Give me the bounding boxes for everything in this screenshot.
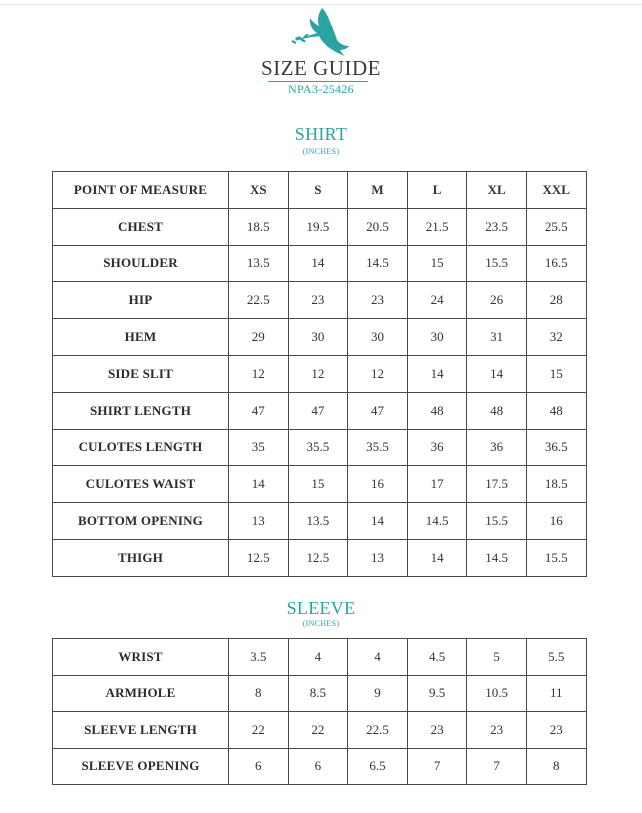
measure-value: 22.5 (229, 282, 289, 319)
measure-value: 9 (348, 675, 408, 712)
measure-value: 11 (526, 675, 586, 712)
measure-value: 4 (348, 639, 408, 676)
measure-value: 12.5 (288, 539, 348, 576)
measure-value: 5.5 (526, 639, 586, 676)
sleeve-size-table (52, 638, 587, 785)
measure-value: 48 (407, 392, 467, 429)
measure-value: 17 (407, 466, 467, 503)
table-row (53, 675, 587, 712)
measure-value: 15.5 (526, 539, 586, 576)
measure-label: HIP (53, 282, 229, 319)
table-row (53, 466, 587, 503)
measure-label: WRIST (53, 639, 229, 676)
measure-value: 6 (229, 748, 289, 785)
measure-value: 8 (229, 675, 289, 712)
product-code: NPA3-25426 (288, 82, 354, 96)
measure-value: 30 (348, 319, 408, 356)
measure-value: 16 (348, 466, 408, 503)
measure-value: 18.5 (229, 208, 289, 245)
sleeve-unit-label: (INCHES) (302, 619, 340, 628)
measure-value: 21.5 (407, 208, 467, 245)
measure-value: 13.5 (229, 245, 289, 282)
measure-value: 7 (407, 748, 467, 785)
measure-value: 47 (348, 392, 408, 429)
measure-value: 14 (229, 466, 289, 503)
measure-label: SLEEVE OPENING (53, 748, 229, 785)
table-row (53, 503, 587, 540)
measure-value: 48 (467, 392, 527, 429)
measure-value: 14 (407, 355, 467, 392)
measure-value: 5 (467, 639, 527, 676)
size-guide-title: SIZE GUIDE (261, 56, 381, 80)
measure-label: SIDE SLIT (53, 355, 229, 392)
measure-value: 19.5 (288, 208, 348, 245)
table-row (53, 539, 587, 576)
measure-value: 12.5 (229, 539, 289, 576)
measure-value: 13 (348, 539, 408, 576)
dove-logo-icon (288, 6, 350, 58)
measure-value: 14 (407, 539, 467, 576)
measure-value: 47 (229, 392, 289, 429)
shirt-size-table (52, 171, 587, 577)
measure-value: 15 (526, 355, 586, 392)
table-row (53, 429, 587, 466)
measure-value: 15.5 (467, 245, 527, 282)
measure-value: 47 (288, 392, 348, 429)
table-row (53, 319, 587, 356)
measure-value: 14.5 (467, 539, 527, 576)
measure-value: 22 (288, 712, 348, 749)
header-cell: POINT OF MEASURE (53, 172, 229, 209)
header-cell: XXL (526, 172, 586, 209)
measure-value: 4.5 (407, 639, 467, 676)
measure-value: 6 (288, 748, 348, 785)
table-row (53, 355, 587, 392)
measure-value: 35 (229, 429, 289, 466)
measure-value: 36 (467, 429, 527, 466)
measure-label: HEM (53, 319, 229, 356)
measure-value: 32 (526, 319, 586, 356)
measure-value: 14 (467, 355, 527, 392)
measure-value: 14.5 (348, 245, 408, 282)
measure-value: 12 (288, 355, 348, 392)
measure-value: 17.5 (467, 466, 527, 503)
measure-value: 8.5 (288, 675, 348, 712)
measure-value: 15 (407, 245, 467, 282)
measure-value: 26 (467, 282, 527, 319)
header-cell: M (348, 172, 408, 209)
measure-label: BOTTOM OPENING (53, 503, 229, 540)
measure-value: 13 (229, 503, 289, 540)
measure-value: 48 (526, 392, 586, 429)
measure-label: SLEEVE LENGTH (53, 712, 229, 749)
table-row (53, 748, 587, 785)
measure-value: 14 (348, 503, 408, 540)
measure-value: 10.5 (467, 675, 527, 712)
measure-value: 15.5 (467, 503, 527, 540)
header-cell: S (288, 172, 348, 209)
table-row (53, 712, 587, 749)
measure-value: 12 (348, 355, 408, 392)
measure-value: 23 (526, 712, 586, 749)
measure-value: 16 (526, 503, 586, 540)
measure-value: 36.5 (526, 429, 586, 466)
measure-label: THIGH (53, 539, 229, 576)
measure-value: 23 (467, 712, 527, 749)
measure-value: 30 (288, 319, 348, 356)
header-cell: XS (229, 172, 289, 209)
measure-value: 23 (407, 712, 467, 749)
measure-value: 16.5 (526, 245, 586, 282)
measure-value: 24 (407, 282, 467, 319)
measure-value: 35.5 (348, 429, 408, 466)
measure-value: 15 (288, 466, 348, 503)
measure-label: ARMHOLE (53, 675, 229, 712)
measure-label: SHIRT LENGTH (53, 392, 229, 429)
sleeve-section-title: SLEEVE (286, 598, 356, 618)
measure-value: 29 (229, 319, 289, 356)
top-divider (0, 4, 642, 5)
measure-value: 35.5 (288, 429, 348, 466)
measure-value: 25.5 (526, 208, 586, 245)
measure-value: 13.5 (288, 503, 348, 540)
measure-value: 30 (407, 319, 467, 356)
measure-value: 23 (348, 282, 408, 319)
measure-value: 3.5 (229, 639, 289, 676)
measure-value: 7 (467, 748, 527, 785)
measure-value: 36 (407, 429, 467, 466)
table-row (53, 639, 587, 676)
measure-value: 31 (467, 319, 527, 356)
table-row (53, 392, 587, 429)
shirt-unit-label: (INCHES) (302, 147, 340, 156)
measure-value: 23 (288, 282, 348, 319)
measure-value: 8 (526, 748, 586, 785)
measure-value: 22 (229, 712, 289, 749)
shirt-section-title: SHIRT (294, 124, 348, 144)
header-cell: L (407, 172, 467, 209)
measure-value: 14 (288, 245, 348, 282)
measure-value: 4 (288, 639, 348, 676)
measure-label: SHOULDER (53, 245, 229, 282)
measure-value: 14.5 (407, 503, 467, 540)
measure-label: CULOTES WAIST (53, 466, 229, 503)
measure-value: 12 (229, 355, 289, 392)
measure-value: 28 (526, 282, 586, 319)
measure-value: 23.5 (467, 208, 527, 245)
table-header-row (53, 172, 587, 209)
measure-value: 18.5 (526, 466, 586, 503)
header-cell: XL (467, 172, 527, 209)
measure-label: CHEST (53, 208, 229, 245)
table-row (53, 208, 587, 245)
measure-value: 22.5 (348, 712, 408, 749)
measure-value: 6.5 (348, 748, 408, 785)
table-row (53, 245, 587, 282)
table-row (53, 282, 587, 319)
measure-value: 20.5 (348, 208, 408, 245)
measure-value: 9.5 (407, 675, 467, 712)
measure-label: CULOTES LENGTH (53, 429, 229, 466)
